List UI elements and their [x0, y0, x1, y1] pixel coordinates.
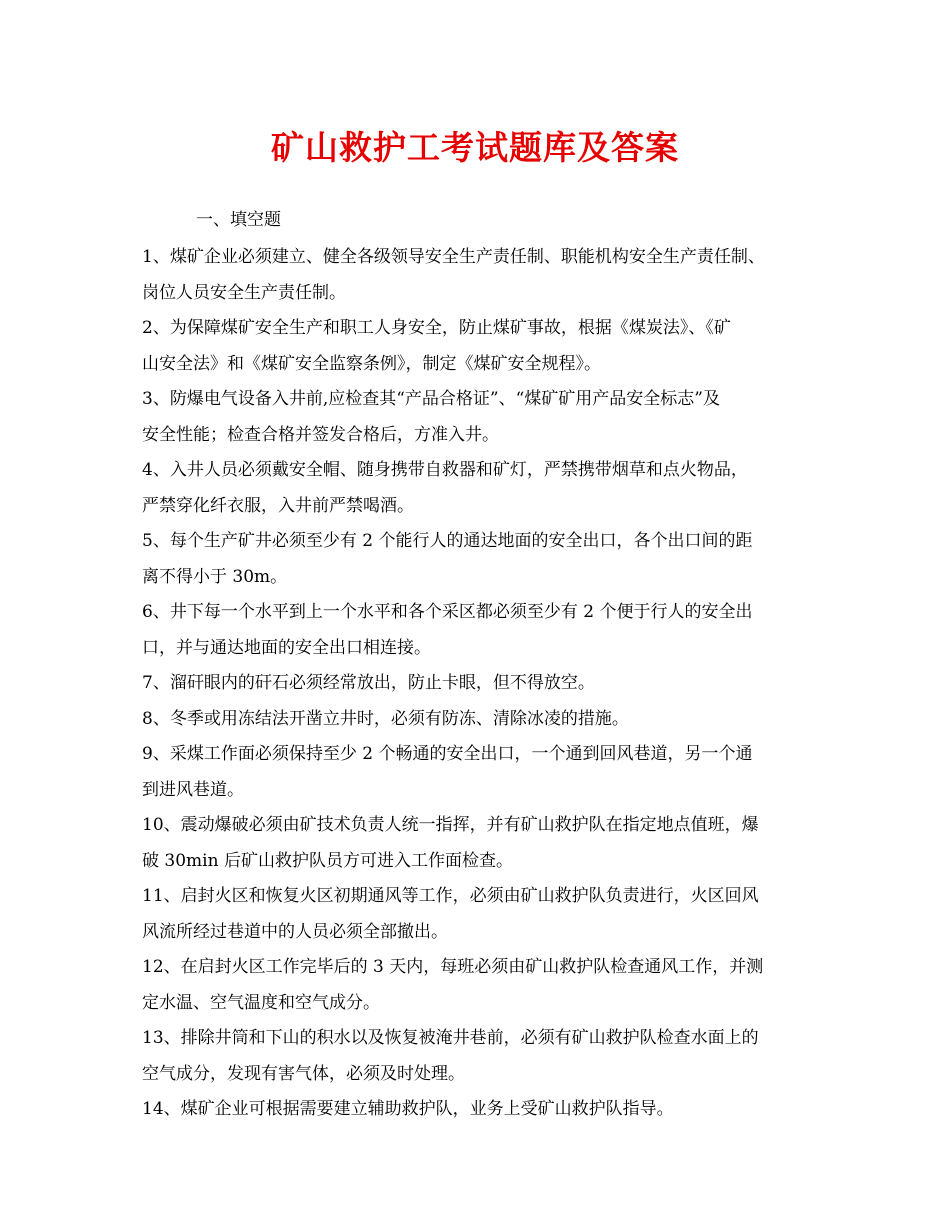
- question-line: 3、防爆电气设备入井前,应检查其“产品合格证”、“煤矿矿用产品安全标志”及: [142, 389, 720, 409]
- question-10: [142, 808, 818, 879]
- question-line: 6、井下每一个水平到上一个水平和各个采区都必须至少有 2 个便于行人的安全出: [142, 602, 753, 622]
- question-line: 11、启封火区和恢复火区初期通风等工作，必须由矿山救护队负责进行，火区回风: [142, 886, 759, 906]
- question-line: 7、溜矸眼内的矸石必须经常放出，防止卡眼，但不得放空。: [142, 673, 595, 693]
- question-line: 8、冬季或用冻结法开凿立井时，必须有防冻、清除冰凌的措施。: [142, 708, 629, 729]
- question-14: [142, 1092, 818, 1128]
- question-line: 定水温、空气温度和空气成分。: [142, 992, 380, 1013]
- question-9: [142, 737, 818, 808]
- question-line: 2、为保障煤矿安全生产和职工人身安全，防止煤矿事故，根据《煤炭法》、《矿: [142, 318, 731, 338]
- question-line: 口，并与通达地面的安全出口相连接。: [142, 637, 431, 658]
- document-title: 矿山救护工考试题库及答案: [271, 128, 679, 167]
- section-heading: 一、填空题: [196, 210, 281, 230]
- document-body: [142, 204, 818, 1128]
- question-line: 安全性能；检查合格并签发合格后，方准入井。: [142, 424, 499, 445]
- question-13: [142, 1021, 818, 1092]
- question-6: [142, 595, 818, 666]
- question-1: [142, 240, 818, 311]
- question-11: [142, 879, 818, 950]
- question-line: 14、煤矿企业可根据需要建立辅助救护队，业务上受矿山救护队指导。: [142, 1099, 674, 1119]
- question-line: 13、排除井筒和下山的积水以及恢复被淹井巷前，必须有矿山救护队检查水面上的: [142, 1028, 759, 1048]
- question-line: 空气成分，发现有害气体，必须及时处理。: [142, 1063, 465, 1084]
- question-line: 10、震动爆破必须由矿技术负责人统一指挥，并有矿山救护队在指定地点值班，爆: [142, 815, 759, 835]
- question-line: 12、在启封火区工作完毕后的 3 天内，每班必须由矿山救护队检查通风工作，并测: [142, 957, 764, 977]
- question-7: [142, 666, 818, 702]
- question-8: [142, 702, 818, 738]
- question-line: 离不得小于 30m。: [142, 566, 288, 587]
- question-line: 1、煤矿企业必须建立、健全各级领导安全生产责任制、职能机构安全生产责任制、: [142, 247, 765, 267]
- question-line: 9、采煤工作面必须保持至少 2 个畅通的安全出口，一个通到回风巷道，另一个通: [142, 744, 753, 764]
- question-line: 破 30min 后矿山救护队员方可进入工作面检查。: [142, 850, 513, 871]
- question-line: 到进风巷道。: [142, 779, 244, 800]
- question-line: 岗位人员安全生产责任制。: [142, 282, 346, 303]
- question-2: [142, 311, 818, 382]
- question-line: 5、每个生产矿井必须至少有 2 个能行人的通达地面的安全出口，各个出口间的距: [142, 531, 753, 551]
- question-5: [142, 524, 818, 595]
- question-line: 4、入井人员必须戴安全帽、随身携带自救器和矿灯，严禁携带烟草和点火物品，: [142, 460, 748, 480]
- question-line: 山安全法》和《煤矿安全监察条例》，制定《煤矿安全规程》。: [142, 353, 601, 374]
- question-3: [142, 382, 818, 453]
- question-line: 风流所经过巷道中的人员必须全部撤出。: [142, 921, 448, 942]
- question-line: 严禁穿化纤衣服，入井前严禁喝酒。: [142, 495, 414, 516]
- question-12: [142, 950, 818, 1021]
- question-4: [142, 453, 818, 524]
